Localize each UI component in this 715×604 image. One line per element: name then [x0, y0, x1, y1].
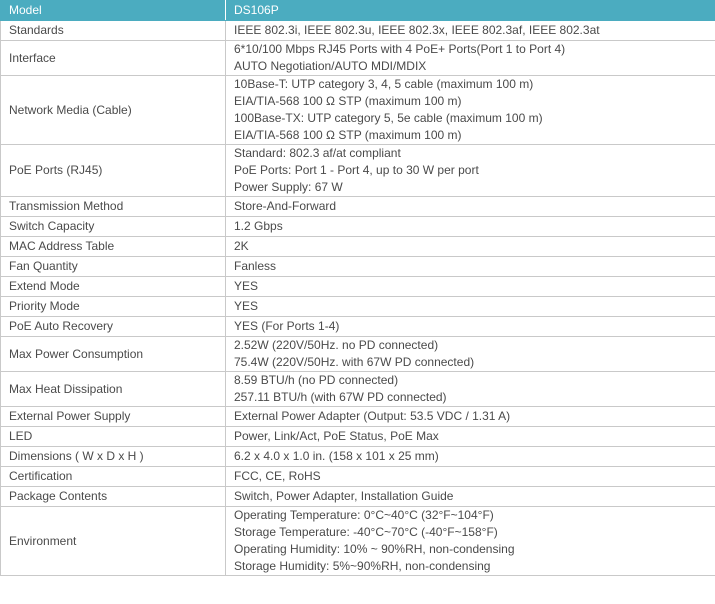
spec-value	[226, 337, 715, 372]
table-row	[1, 337, 715, 372]
table-row	[1, 487, 715, 507]
spec-value-line: 257.11 BTU/h (with 67W PD connected)	[234, 390, 447, 404]
spec-value-line: 1.2 Gbps	[234, 219, 283, 233]
spec-value-line: 75.4W (220V/50Hz. with 67W PD connected)	[234, 355, 475, 369]
spec-label: PoE Ports (RJ45)	[1, 145, 226, 197]
spec-value-line: 6*10/100 Mbps RJ45 Ports with 4 PoE+ Ports(Port 1 to Port 4)	[234, 42, 566, 56]
spec-value	[226, 277, 715, 297]
spec-value-line: YES	[234, 279, 259, 293]
spec-value	[226, 237, 715, 257]
table-header-row	[1, 1, 715, 21]
spec-label: External Power Supply	[1, 407, 226, 427]
spec-value	[226, 407, 715, 427]
spec-value	[226, 487, 715, 507]
spec-value	[226, 217, 715, 237]
spec-value-line: 100Base-TX: UTP category 5, 5e cable (maximum 100 m)	[234, 111, 543, 125]
spec-value-line: Power, Link/Act, PoE Status, PoE Max	[234, 429, 439, 443]
spec-value-line: Fanless	[234, 259, 277, 273]
spec-value-line: Operating Humidity: 10% ~ 90%RH, non-condensing	[234, 542, 515, 556]
spec-value	[226, 257, 715, 277]
spec-label: Transmission Method	[1, 197, 226, 217]
spec-value	[226, 297, 715, 317]
spec-value-line: 2K	[234, 239, 249, 253]
spec-label: Dimensions ( W x D x H )	[1, 447, 226, 467]
table-row	[1, 297, 715, 317]
spec-value-line: 8.59 BTU/h (no PD connected)	[234, 373, 399, 387]
spec-value-line: External Power Adapter (Output: 53.5 VDC / 1.31 A)	[234, 409, 511, 423]
spec-value-line: PoE Ports: Port 1 - Port 4, up to 30 W per port	[234, 163, 479, 177]
spec-value-line: EIA/TIA-568 100 Ω STP (maximum 100 m)	[234, 128, 462, 142]
spec-label: Certification	[1, 467, 226, 487]
spec-value-line: Standard: 802.3 af/at compliant	[234, 146, 401, 160]
spec-value	[226, 145, 715, 197]
table-row	[1, 76, 715, 145]
spec-table-body	[1, 21, 715, 576]
table-row	[1, 407, 715, 427]
spec-value-line: Switch, Power Adapter, Installation Guide	[234, 489, 454, 503]
spec-label: Priority Mode	[1, 297, 226, 317]
spec-value	[226, 467, 715, 487]
table-row	[1, 317, 715, 337]
spec-value-line: 10Base-T: UTP category 3, 4, 5 cable (maximum 100 m)	[234, 77, 534, 91]
spec-label: Max Power Consumption	[1, 337, 226, 372]
table-row	[1, 467, 715, 487]
spec-value-line: 6.2 x 4.0 x 1.0 in. (158 x 101 x 25 mm)	[234, 449, 439, 463]
table-row	[1, 197, 715, 217]
spec-value-line: AUTO Negotiation/AUTO MDI/MDIX	[234, 59, 427, 73]
spec-label: Environment	[1, 507, 226, 576]
spec-value-line: 2.52W (220V/50Hz. no PD connected)	[234, 338, 439, 352]
spec-label: Max Heat Dissipation	[1, 372, 226, 407]
spec-label: MAC Address Table	[1, 237, 226, 257]
header-model-value: DS106P	[226, 1, 715, 21]
spec-value-line: YES (For Ports 1-4)	[234, 319, 340, 333]
spec-value-line: Storage Temperature: -40°C~70°C (-40°F~158°F)	[234, 525, 498, 539]
spec-label: Switch Capacity	[1, 217, 226, 237]
spec-value-line: Storage Humidity: 5%~90%RH, non-condensing	[234, 559, 491, 573]
spec-value	[226, 447, 715, 467]
header-model-label: Model	[1, 1, 226, 21]
spec-value	[226, 372, 715, 407]
spec-value	[226, 21, 715, 41]
spec-value-line: FCC, CE, RoHS	[234, 469, 321, 483]
spec-label: Package Contents	[1, 487, 226, 507]
table-row	[1, 277, 715, 297]
spec-label: Interface	[1, 41, 226, 76]
spec-label: LED	[1, 427, 226, 447]
spec-value	[226, 76, 715, 145]
spec-value-line: Store-And-Forward	[234, 199, 337, 213]
table-row	[1, 507, 715, 576]
table-row	[1, 447, 715, 467]
spec-label: Fan Quantity	[1, 257, 226, 277]
spec-value	[226, 507, 715, 576]
spec-value-line: EIA/TIA-568 100 Ω STP (maximum 100 m)	[234, 94, 462, 108]
spec-value-line: IEEE 802.3i, IEEE 802.3u, IEEE 802.3x, IEEE 802.3af, IEEE 802.3at	[234, 23, 600, 37]
spec-value-line: Operating Temperature: 0°C~40°C (32°F~104°F)	[234, 508, 494, 522]
table-row	[1, 257, 715, 277]
table-row	[1, 427, 715, 447]
spec-label: Standards	[1, 21, 226, 41]
spec-value	[226, 197, 715, 217]
table-row	[1, 372, 715, 407]
table-row	[1, 145, 715, 197]
spec-value	[226, 427, 715, 447]
spec-value	[226, 41, 715, 76]
spec-label: PoE Auto Recovery	[1, 317, 226, 337]
table-row	[1, 237, 715, 257]
table-row	[1, 217, 715, 237]
spec-value-line: Power Supply: 67 W	[234, 180, 343, 194]
table-row	[1, 21, 715, 41]
spec-value	[226, 317, 715, 337]
spec-label: Extend Mode	[1, 277, 226, 297]
table-row	[1, 41, 715, 76]
spec-label: Network Media (Cable)	[1, 76, 226, 145]
spec-value-line: YES	[234, 299, 259, 313]
